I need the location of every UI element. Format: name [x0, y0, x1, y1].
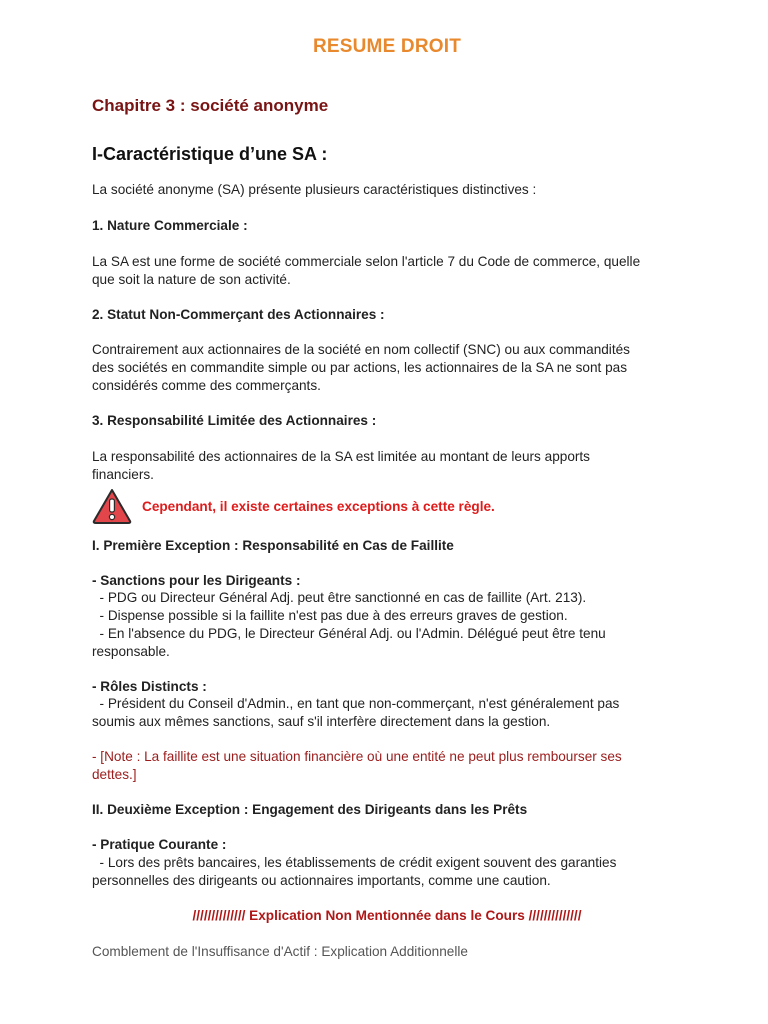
- item-1-line-2: que soit la nature de son activité.: [92, 272, 291, 287]
- item-1-line-1: La SA est une forme de société commerciale selon l'article 7 du Code de commerce, quelle: [92, 254, 641, 269]
- item-3-line-2: financiers.: [92, 467, 154, 482]
- exception-1-sub-2-line-2: soumis aux mêmes sanctions, sauf s'il interfère directement dans la gestion.: [92, 714, 551, 729]
- exception-2-sub-1: - Pratique Courante :: [92, 837, 227, 852]
- item-3-heading: 3. Responsabilité Limitée des Actionnaires :: [92, 413, 377, 428]
- exception-1-sub-1-line-1: - PDG ou Directeur Général Adj. peut être sanctionné en cas de faillite (Art. 213).: [92, 590, 587, 605]
- document-title: RESUME DROIT: [312, 36, 462, 57]
- item-2-line-1: Contrairement aux actionnaires de la société en nom collectif (SNC) ou aux commandités: [92, 342, 630, 357]
- explication-banner: ////////////// Explication Non Mentionnée dans le Cours //////////////: [192, 908, 582, 923]
- chapter-title: Chapitre 3 : société anonyme: [92, 96, 329, 115]
- exception-1-sub-1-line-3: - En l'absence du PDG, le Directeur Général Adj. ou l'Admin. Délégué peut être tenu: [92, 626, 606, 641]
- exception-1-sub-1-line-4: responsable.: [92, 644, 170, 659]
- item-1-heading: 1. Nature Commerciale :: [92, 218, 248, 233]
- exception-2-heading: II. Deuxième Exception : Engagement des Dirigeants dans les Prêts: [92, 802, 528, 817]
- item-3-line-1: La responsabilité des actionnaires de la SA est limitée au montant de leurs apports: [92, 449, 590, 464]
- exception-1-heading: I. Première Exception : Responsabilité en Cas de Faillite: [92, 538, 454, 553]
- exception-1-sub-1-line-2: - Dispense possible si la faillite n'est pas due à des erreurs graves de gestion.: [92, 608, 568, 623]
- warning-callout: [92, 488, 495, 524]
- exception-1-sub-2-line-1: - Président du Conseil d'Admin., en tant que non-commerçant, n'est généralement pas: [92, 696, 620, 711]
- note-line-1: - [Note : La faillite est une situation financière où une entité ne peut plus rembourser ses: [92, 749, 622, 764]
- exception-2-sub-1-line-1: - Lors des prêts bancaires, les établissements de crédit exigent souvent des garanties: [92, 855, 617, 870]
- warning-triangle-icon: [92, 488, 132, 524]
- warning-text: Cependant, il existe certaines exceptions à cette règle.: [142, 498, 495, 514]
- exception-1-sub-1: - Sanctions pour les Dirigeants :: [92, 573, 301, 588]
- intro-text: La société anonyme (SA) présente plusieurs caractéristiques distinctives :: [92, 182, 537, 197]
- item-2-heading: 2. Statut Non-Commerçant des Actionnaires :: [92, 307, 385, 322]
- item-2-line-3: considérés comme des commerçants.: [92, 378, 321, 393]
- note-line-2: dettes.]: [92, 767, 137, 782]
- exception-2-sub-1-line-2: personnelles des dirigeants ou actionnaires importants, comme une caution.: [92, 873, 551, 888]
- exception-1-sub-2: - Rôles Distincts :: [92, 679, 207, 694]
- footer-heading: Comblement de l'Insuffisance d'Actif : Explication Additionnelle: [92, 944, 468, 959]
- item-2-line-2: des sociétés en commandite simple ou par actions, les actionnaires de la SA ne sont pas: [92, 360, 627, 375]
- section-title: I-Caractéristique d’une SA :: [92, 144, 328, 164]
